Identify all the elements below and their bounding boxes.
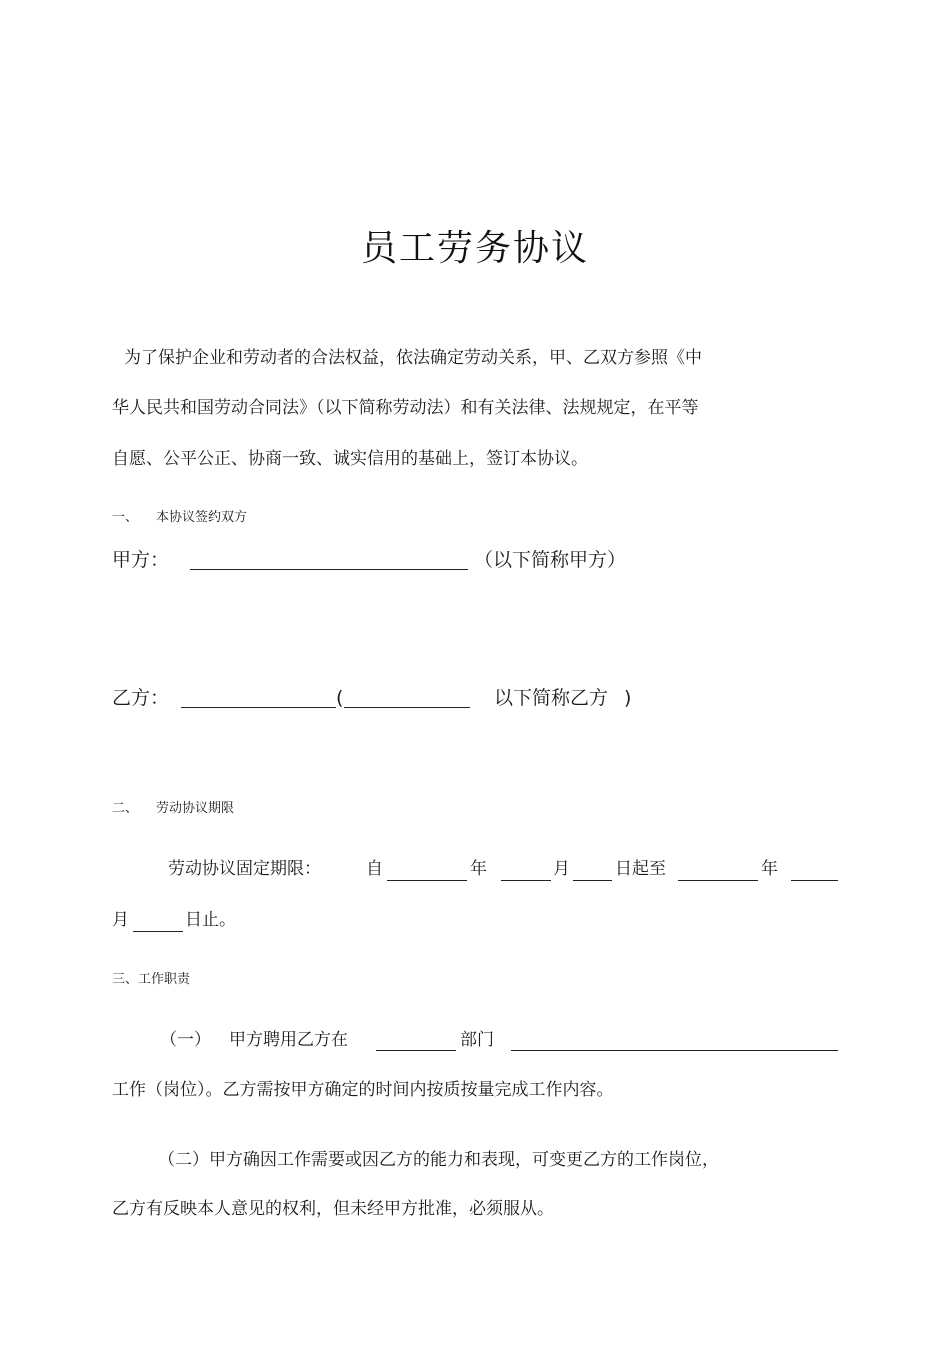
end-month-field[interactable] <box>791 880 838 881</box>
party-b-suffix: 以下简称乙方 <box>494 687 609 709</box>
intro-line-3: 自愿、公平公正、协商一致、诚实信用的基础上，签订本协议。 <box>112 449 588 469</box>
intro-line-1: 为了保护企业和劳动者的合法权益，依法确定劳动关系，甲、乙双方参照《中 <box>124 348 702 368</box>
party-b-name-field[interactable] <box>181 707 336 708</box>
party-a-suffix: （以下简称甲方） <box>474 549 627 571</box>
term-from: 自 <box>366 859 383 879</box>
duty2-line-1: （二）甲方确因工作需要或因乙方的能力和表现，可变更乙方的工作岗位， <box>158 1150 719 1170</box>
duty2-line-2: 乙方有反映本人意见的权利，但未经甲方批准，必须服从。 <box>112 1199 554 1219</box>
section2-number: 二、 <box>112 801 139 816</box>
section1-title: 本协议签约双方 <box>156 510 248 525</box>
section3-title: 三、工作职责 <box>112 972 191 987</box>
start-day-field[interactable] <box>573 880 612 881</box>
end-day-field[interactable] <box>133 931 183 932</box>
position-field[interactable] <box>511 1050 838 1051</box>
term-year-2: 年 <box>761 859 778 879</box>
term-day-end: 日止。 <box>185 910 236 930</box>
intro-line-2: 华人民共和国劳动合同法》（以下简称劳动法）和有关法律、法规规定，在平等 <box>112 398 699 418</box>
party-b-label: 乙方： <box>112 687 170 709</box>
section2-title: 劳动协议期限 <box>156 801 235 816</box>
term-year-1: 年 <box>470 859 487 879</box>
party-a-name-field[interactable] <box>190 569 468 570</box>
duty1-text: 甲方聘用乙方在 <box>229 1030 348 1050</box>
term-month-2: 月 <box>112 910 129 930</box>
party-b-alias-field[interactable] <box>344 707 470 708</box>
duty1-marker: （一） <box>160 1030 211 1050</box>
party-a-label: 甲方： <box>112 549 170 571</box>
party-b-paren-close: ) <box>624 687 632 709</box>
duty1-line-2: 工作（岗位）。乙方需按甲方确定的时间内按质按量完成工作内容。 <box>112 1080 614 1100</box>
department-field[interactable] <box>376 1050 456 1051</box>
duty1-dept-label: 部门 <box>460 1030 494 1050</box>
term-month-1: 月 <box>553 859 570 879</box>
party-b-paren-open: ( <box>336 687 344 709</box>
document-title: 员工劳务协议 <box>360 228 589 269</box>
section1-number: 一、 <box>112 510 139 525</box>
start-month-field[interactable] <box>501 880 551 881</box>
term-day-start: 日起至 <box>615 859 666 879</box>
term-label: 劳动协议固定期限： <box>168 859 321 879</box>
end-year-field[interactable] <box>678 880 758 881</box>
start-year-field[interactable] <box>387 880 467 881</box>
